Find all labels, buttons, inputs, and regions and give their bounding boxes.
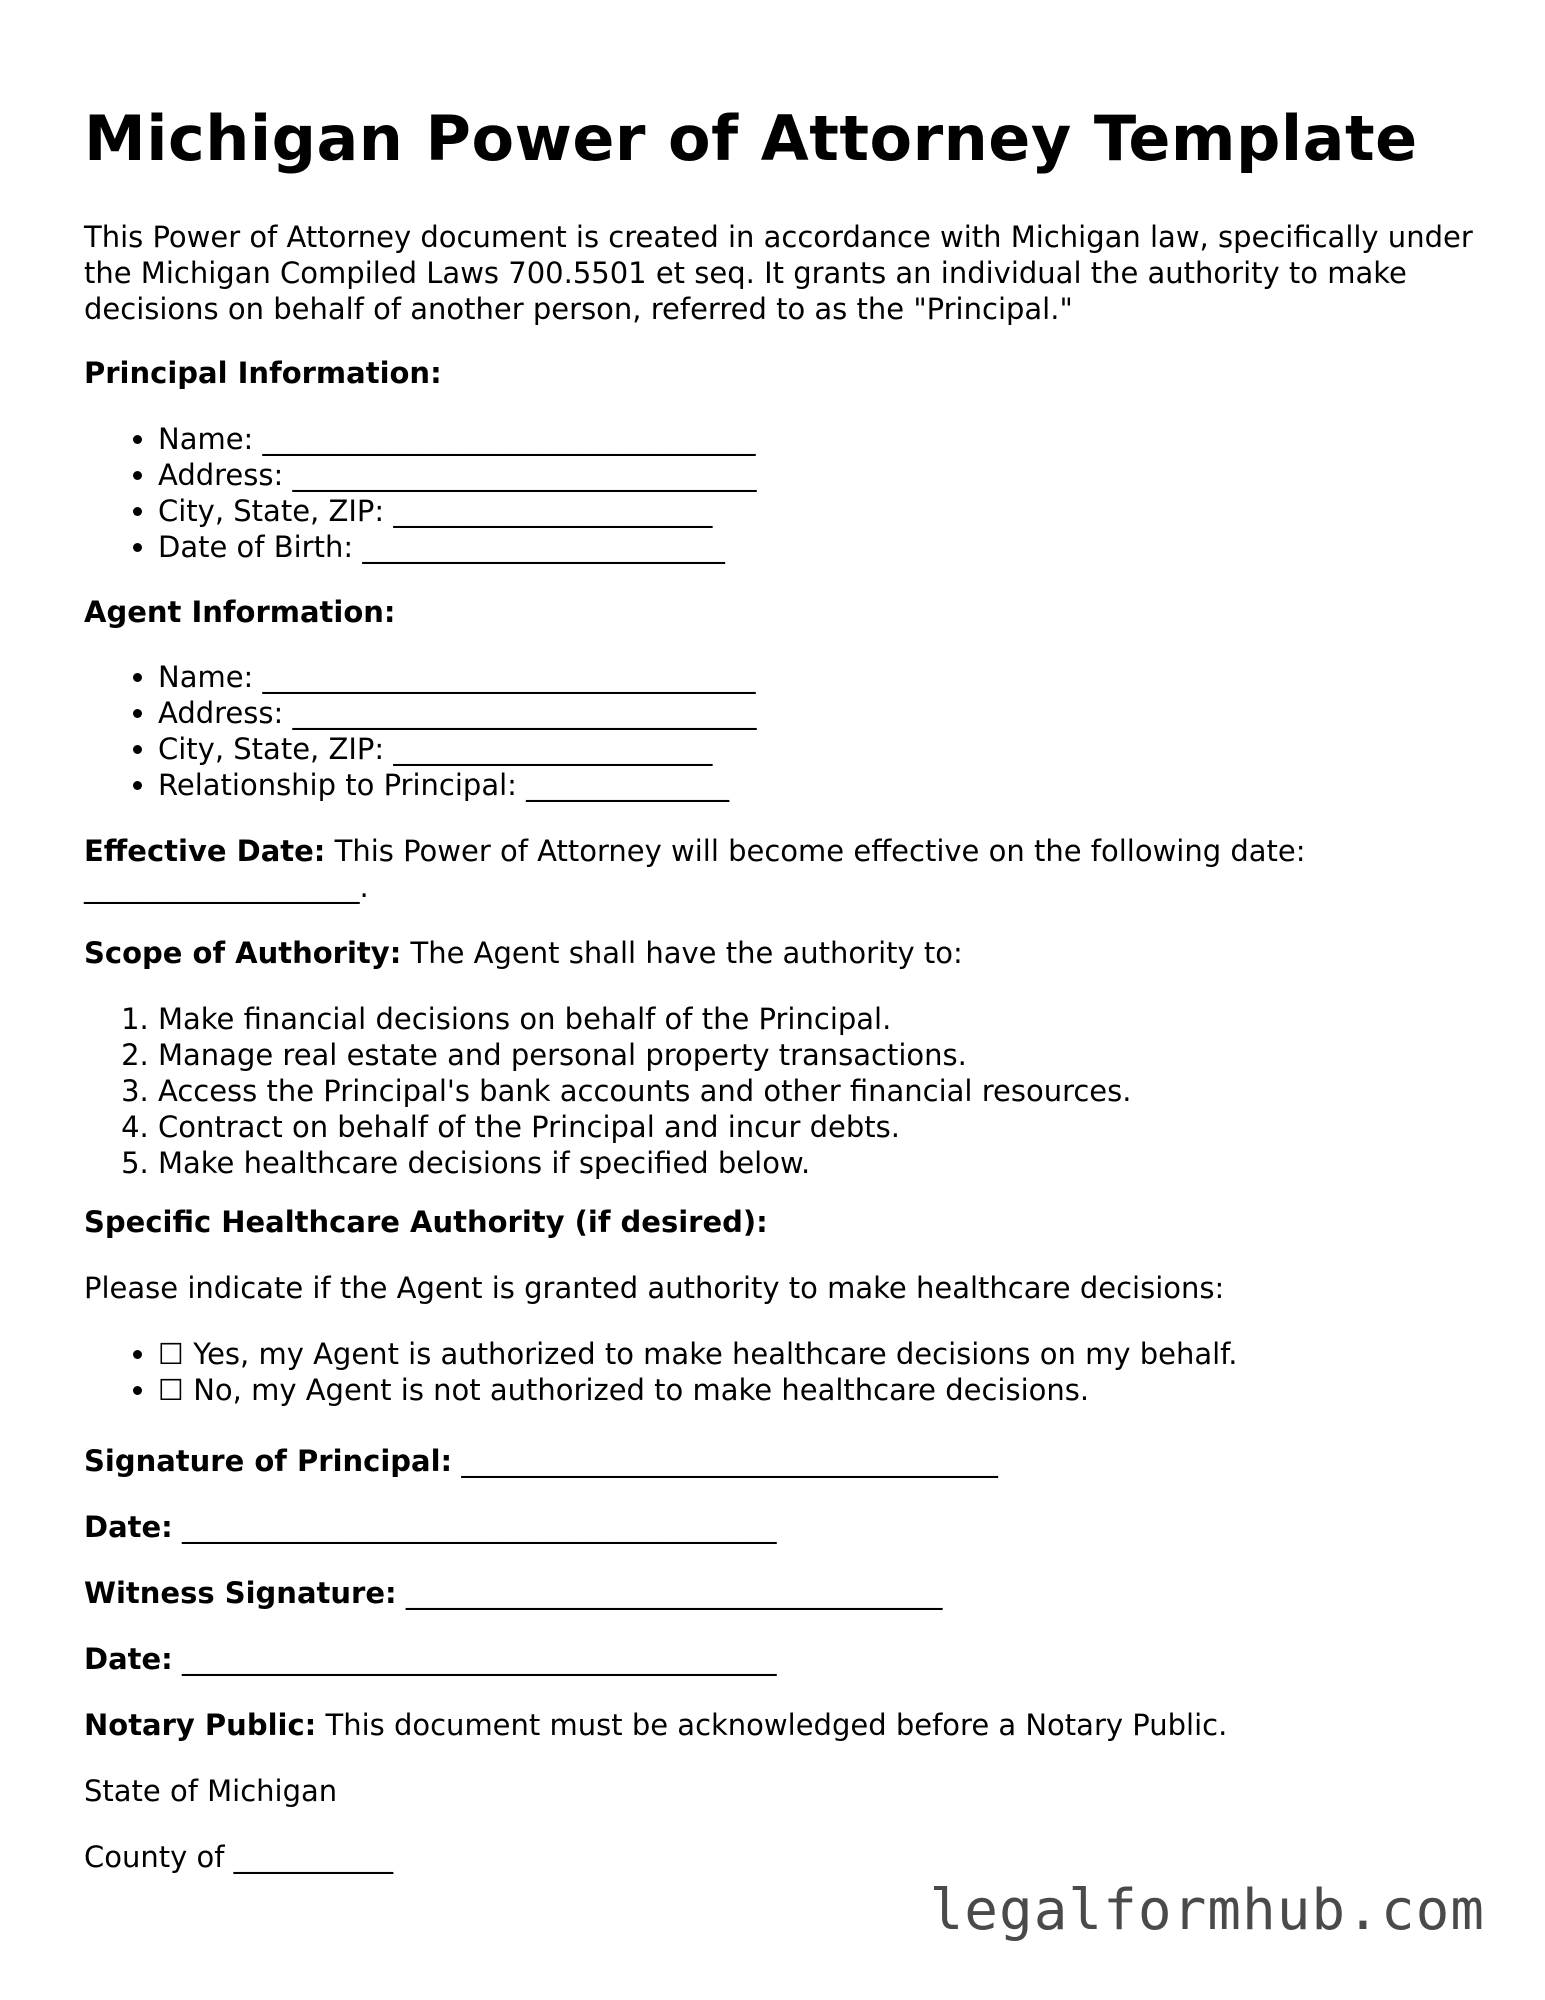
notary-paragraph (84, 1707, 1227, 1743)
agent-fields (84, 659, 756, 803)
effective-date-paragraph (84, 833, 1306, 869)
witness-signature-blank: _____________________________________ (396, 1576, 943, 1610)
scope-item: 4. Contract on behalf of the Principal and incur debts. (158, 1109, 1131, 1145)
agent-heading: Agent Information: (84, 595, 396, 629)
healthcare-yes-option: • ☐ Yes, my Agent is authorized to make healthcare decisions on my behalf. (158, 1336, 1238, 1372)
effective-date-text: This Power of Attorney will become effective on the following date: (325, 834, 1306, 868)
healthcare-prompt: Please indicate if the Agent is granted authority to make healthcare decisions: (84, 1271, 1225, 1305)
scope-item: 2. Manage real estate and personal property transactions. (158, 1037, 1131, 1073)
healthcare-no-option: • ☐ No, my Agent is not authorized to make healthcare decisions. (158, 1372, 1238, 1408)
agent-city-field: • City, State, ZIP: ______________________ (158, 731, 756, 767)
scope-item: 1. Make financial decisions on behalf of the Principal. (158, 1001, 1131, 1037)
witness-signature-label: Witness Signature: (84, 1576, 397, 1610)
scope-text: The Agent shall have the authority to: (401, 936, 963, 970)
effective-date-label: Effective Date: (84, 834, 326, 868)
date-blank-2: _________________________________________ (172, 1642, 777, 1676)
scope-list (84, 1001, 1131, 1181)
scope-item: 3. Access the Principal's bank accounts and other financial resources. (158, 1073, 1131, 1109)
scope-paragraph (84, 935, 963, 971)
notary-county: County of ___________ (84, 1840, 394, 1874)
intro-paragraph: This Power of Attorney document is created in accordance with Michigan law, specifically under the Michigan Compiled Laws 700.5501 et seq. It grants an individual the authority to make decisions on behalf of another person, referred to as the "Principal." (84, 220, 1473, 326)
date-label-1: Date: (84, 1510, 173, 1544)
date-blank-1: _________________________________________ (172, 1510, 777, 1544)
date-line-1 (84, 1509, 777, 1545)
principal-dob-field: • Date of Birth: _________________________ (158, 529, 756, 565)
witness-signature-line (84, 1575, 942, 1611)
scope-label: Scope of Authority: (84, 936, 402, 970)
date-line-2 (84, 1641, 777, 1677)
agent-address-field: • Address: ________________________________ (158, 695, 756, 731)
notary-text: This document must be acknowledged before a Notary Public. (316, 1708, 1228, 1742)
agent-relationship-field: • Relationship to Principal: ______________ (158, 767, 756, 803)
principal-signature-label: Signature of Principal: (84, 1444, 453, 1478)
healthcare-heading: Specific Healthcare Authority (if desired): (84, 1205, 768, 1239)
date-label-2: Date: (84, 1642, 173, 1676)
agent-name-field: • Name: __________________________________ (158, 659, 756, 695)
notary-label: Notary Public: (84, 1708, 317, 1742)
principal-city-field: • City, State, ZIP: ______________________ (158, 493, 756, 529)
watermark-logo: legalformhub.com (929, 1878, 1485, 1943)
healthcare-options (84, 1336, 1238, 1408)
principal-name-field: • Name: __________________________________ (158, 421, 756, 457)
scope-item: 5. Make healthcare decisions if specified below. (158, 1145, 1131, 1181)
principal-heading: Principal Information: (84, 356, 442, 390)
principal-address-field: • Address: ________________________________ (158, 457, 756, 493)
principal-fields (84, 421, 756, 565)
effective-date-blank: ___________________. (84, 870, 369, 904)
notary-state: State of Michigan (84, 1774, 338, 1808)
document-title: Michigan Power of Attorney Template (84, 102, 1418, 175)
principal-signature-blank: _____________________________________ (452, 1444, 998, 1478)
principal-signature-line (84, 1443, 998, 1479)
